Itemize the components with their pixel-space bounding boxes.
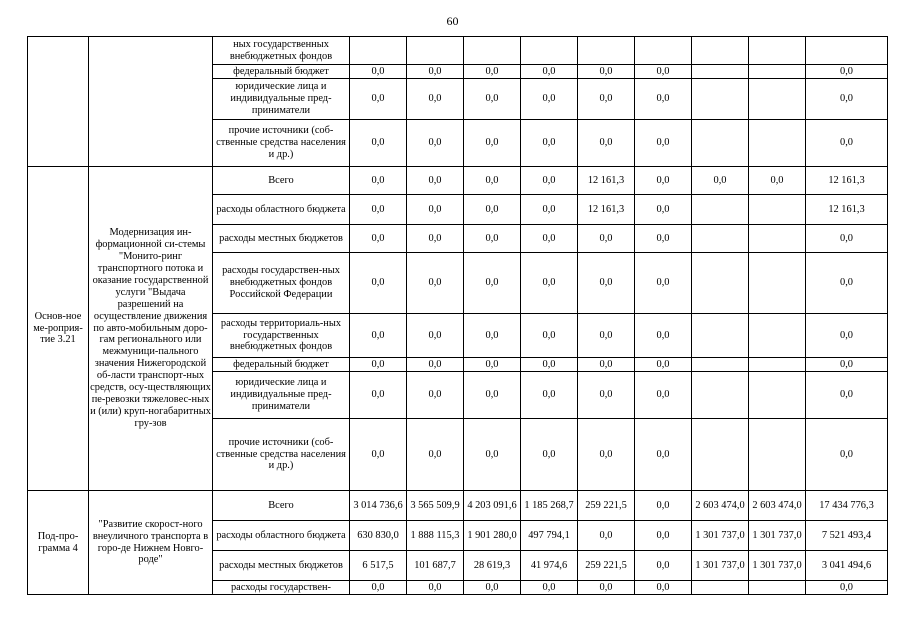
value-cell: 0,0 xyxy=(350,65,407,79)
value-cell: 101 687,7 xyxy=(407,551,464,581)
value-cell: 0,0 xyxy=(521,314,578,358)
value-cell: 0,0 xyxy=(635,253,692,314)
value-cell: 0,0 xyxy=(578,521,635,551)
value-cell: 0,0 xyxy=(635,491,692,521)
funding-source-cell: прочие источники (соб-ственные средства населения и др.) xyxy=(213,419,350,491)
value-cell: 1 301 737,0 xyxy=(749,551,806,581)
table-row xyxy=(28,491,888,521)
value-cell: 0,0 xyxy=(464,167,521,195)
value-cell: 0,0 xyxy=(578,79,635,120)
value-cell: 0,0 xyxy=(350,167,407,195)
value-cell xyxy=(692,581,749,595)
value-cell: 0,0 xyxy=(749,167,806,195)
value-cell xyxy=(692,358,749,372)
value-cell: 6 517,5 xyxy=(350,551,407,581)
value-cell xyxy=(692,37,749,65)
value-cell xyxy=(749,253,806,314)
value-cell: 12 161,3 xyxy=(806,167,888,195)
page-number: 60 xyxy=(446,14,459,28)
value-cell xyxy=(692,195,749,225)
value-cell: 28 619,3 xyxy=(464,551,521,581)
value-cell: 0,0 xyxy=(407,195,464,225)
value-cell xyxy=(749,372,806,419)
value-cell: 0,0 xyxy=(407,65,464,79)
value-cell: 12 161,3 xyxy=(578,167,635,195)
value-cell: 0,0 xyxy=(635,521,692,551)
value-cell: 4 203 091,6 xyxy=(464,491,521,521)
value-cell: 0,0 xyxy=(350,372,407,419)
value-cell: 2 603 474,0 xyxy=(749,491,806,521)
value-cell: 0,0 xyxy=(407,253,464,314)
value-cell: 17 434 776,3 xyxy=(806,491,888,521)
funding-source-cell: расходы областного бюджета xyxy=(213,195,350,225)
value-cell: 0,0 xyxy=(464,253,521,314)
value-cell: 0,0 xyxy=(521,195,578,225)
measure-name-cell xyxy=(89,37,213,167)
value-cell: 259 221,5 xyxy=(578,551,635,581)
value-cell: 0,0 xyxy=(464,358,521,372)
value-cell: 0,0 xyxy=(464,225,521,253)
value-cell: 0,0 xyxy=(806,65,888,79)
value-cell: 0,0 xyxy=(407,120,464,167)
value-cell: 0,0 xyxy=(464,195,521,225)
value-cell: 0,0 xyxy=(635,581,692,595)
value-cell: 0,0 xyxy=(521,79,578,120)
value-cell: 0,0 xyxy=(806,120,888,167)
value-cell xyxy=(749,581,806,595)
value-cell: 0,0 xyxy=(350,120,407,167)
value-cell xyxy=(749,37,806,65)
value-cell: 259 221,5 xyxy=(578,491,635,521)
funding-source-cell: расходы местных бюджетов xyxy=(213,225,350,253)
value-cell xyxy=(350,37,407,65)
value-cell xyxy=(407,37,464,65)
value-cell: 0,0 xyxy=(635,120,692,167)
funding-source-cell: ных государственных внебюджетных фондов xyxy=(213,37,350,65)
value-cell: 0,0 xyxy=(464,79,521,120)
funding-source-cell: юридические лица и индивидуальные пред-приниматели xyxy=(213,79,350,120)
value-cell: 0,0 xyxy=(521,225,578,253)
value-cell: 0,0 xyxy=(407,314,464,358)
funding-source-cell: Всего xyxy=(213,167,350,195)
value-cell: 0,0 xyxy=(407,225,464,253)
table-row xyxy=(28,167,888,195)
value-cell: 0,0 xyxy=(521,167,578,195)
value-cell: 0,0 xyxy=(407,419,464,491)
value-cell: 12 161,3 xyxy=(578,195,635,225)
value-cell: 1 301 737,0 xyxy=(692,551,749,581)
value-cell: 0,0 xyxy=(578,419,635,491)
value-cell: 0,0 xyxy=(578,314,635,358)
value-cell: 1 301 737,0 xyxy=(692,521,749,551)
measure-code-cell: Под-про-грамма 4 xyxy=(28,491,89,595)
funding-source-cell: расходы местных бюджетов xyxy=(213,551,350,581)
value-cell xyxy=(749,358,806,372)
value-cell: 0,0 xyxy=(464,120,521,167)
value-cell: 0,0 xyxy=(521,419,578,491)
value-cell: 0,0 xyxy=(578,372,635,419)
value-cell xyxy=(806,37,888,65)
value-cell: 3 565 509,9 xyxy=(407,491,464,521)
value-cell: 0,0 xyxy=(407,79,464,120)
value-cell: 0,0 xyxy=(635,225,692,253)
value-cell: 0,0 xyxy=(578,65,635,79)
value-cell: 0,0 xyxy=(350,314,407,358)
value-cell: 0,0 xyxy=(521,372,578,419)
value-cell: 0,0 xyxy=(350,358,407,372)
value-cell: 0,0 xyxy=(635,195,692,225)
value-cell xyxy=(749,195,806,225)
value-cell: 0,0 xyxy=(806,79,888,120)
value-cell xyxy=(578,37,635,65)
value-cell: 0,0 xyxy=(635,419,692,491)
value-cell: 0,0 xyxy=(578,358,635,372)
value-cell: 0,0 xyxy=(578,253,635,314)
funding-source-cell: федеральный бюджет xyxy=(213,358,350,372)
value-cell: 1 901 280,0 xyxy=(464,521,521,551)
value-cell: 0,0 xyxy=(407,358,464,372)
value-cell: 0,0 xyxy=(521,581,578,595)
value-cell: 0,0 xyxy=(407,581,464,595)
value-cell: 0,0 xyxy=(350,253,407,314)
value-cell: 0,0 xyxy=(806,358,888,372)
value-cell xyxy=(692,120,749,167)
value-cell: 0,0 xyxy=(635,358,692,372)
value-cell: 0,0 xyxy=(521,253,578,314)
value-cell: 0,0 xyxy=(350,581,407,595)
value-cell xyxy=(692,79,749,120)
value-cell: 41 974,6 xyxy=(521,551,578,581)
value-cell: 0,0 xyxy=(635,551,692,581)
budget-table xyxy=(27,36,888,595)
value-cell xyxy=(749,419,806,491)
value-cell xyxy=(749,65,806,79)
measure-name-cell: Модернизация ин-формационной си-стемы "Монито-ринг транспортного потока и оказание государственной услуги "Выдача разрешений на осуществление движения по авто-мобильным доро-гам регионального или межмуници-пального значения Нижегородской об-ласти транспорт-ных средств, осу-ществляющих пе-ревозки тяжеловес-ных и (или) круп-ногабаритных гру-зов xyxy=(89,167,213,491)
value-cell xyxy=(521,37,578,65)
value-cell: 0,0 xyxy=(806,581,888,595)
value-cell xyxy=(749,314,806,358)
value-cell: 0,0 xyxy=(806,225,888,253)
funding-source-cell: прочие источники (соб-ственные средства населения и др.) xyxy=(213,120,350,167)
funding-source-cell: расходы государствен- xyxy=(213,581,350,595)
funding-source-cell: расходы государствен-ных внебюджетных фондов Российской Федерации xyxy=(213,253,350,314)
value-cell: 0,0 xyxy=(635,167,692,195)
value-cell: 7 521 493,4 xyxy=(806,521,888,551)
value-cell: 0,0 xyxy=(578,120,635,167)
value-cell: 0,0 xyxy=(578,225,635,253)
value-cell: 2 603 474,0 xyxy=(692,491,749,521)
value-cell: 0,0 xyxy=(350,225,407,253)
value-cell: 0,0 xyxy=(407,372,464,419)
value-cell: 0,0 xyxy=(464,581,521,595)
value-cell: 0,0 xyxy=(350,79,407,120)
value-cell: 0,0 xyxy=(578,581,635,595)
value-cell: 0,0 xyxy=(635,314,692,358)
value-cell xyxy=(749,120,806,167)
measure-code-cell xyxy=(28,37,89,167)
value-cell xyxy=(692,314,749,358)
value-cell: 497 794,1 xyxy=(521,521,578,551)
value-cell xyxy=(692,372,749,419)
value-cell xyxy=(692,253,749,314)
value-cell: 0,0 xyxy=(806,253,888,314)
value-cell: 3 041 494,6 xyxy=(806,551,888,581)
value-cell: 0,0 xyxy=(521,65,578,79)
value-cell: 0,0 xyxy=(521,120,578,167)
value-cell: 0,0 xyxy=(635,65,692,79)
value-cell xyxy=(692,225,749,253)
funding-source-cell: Всего xyxy=(213,491,350,521)
value-cell: 0,0 xyxy=(464,372,521,419)
value-cell xyxy=(749,225,806,253)
value-cell: 0,0 xyxy=(806,419,888,491)
value-cell xyxy=(749,79,806,120)
value-cell: 0,0 xyxy=(635,79,692,120)
value-cell: 1 888 115,3 xyxy=(407,521,464,551)
value-cell xyxy=(635,37,692,65)
value-cell: 12 161,3 xyxy=(806,195,888,225)
measure-name-cell: "Развитие скорост-ного внеуличного транспорта в горо-де Нижнем Новго-роде" xyxy=(89,491,213,595)
value-cell: 1 185 268,7 xyxy=(521,491,578,521)
value-cell: 0,0 xyxy=(806,314,888,358)
value-cell xyxy=(692,419,749,491)
funding-source-cell: федеральный бюджет xyxy=(213,65,350,79)
value-cell: 0,0 xyxy=(521,358,578,372)
table-body xyxy=(28,37,888,595)
value-cell: 0,0 xyxy=(806,372,888,419)
value-cell: 1 301 737,0 xyxy=(749,521,806,551)
value-cell: 0,0 xyxy=(464,314,521,358)
value-cell: 0,0 xyxy=(350,419,407,491)
value-cell: 0,0 xyxy=(464,65,521,79)
funding-source-cell: расходы областного бюджета xyxy=(213,521,350,551)
value-cell: 630 830,0 xyxy=(350,521,407,551)
value-cell: 0,0 xyxy=(407,167,464,195)
value-cell xyxy=(464,37,521,65)
value-cell: 3 014 736,6 xyxy=(350,491,407,521)
funding-source-cell: расходы территориаль-ных государственных внебюджетных фондов xyxy=(213,314,350,358)
value-cell xyxy=(692,65,749,79)
funding-source-cell: юридические лица и индивидуальные пред-приниматели xyxy=(213,372,350,419)
measure-code-cell: Основ-ное ме-роприя-тие 3.21 xyxy=(28,167,89,491)
value-cell: 0,0 xyxy=(464,419,521,491)
value-cell: 0,0 xyxy=(692,167,749,195)
table-row xyxy=(28,37,888,65)
value-cell: 0,0 xyxy=(350,195,407,225)
value-cell: 0,0 xyxy=(635,372,692,419)
